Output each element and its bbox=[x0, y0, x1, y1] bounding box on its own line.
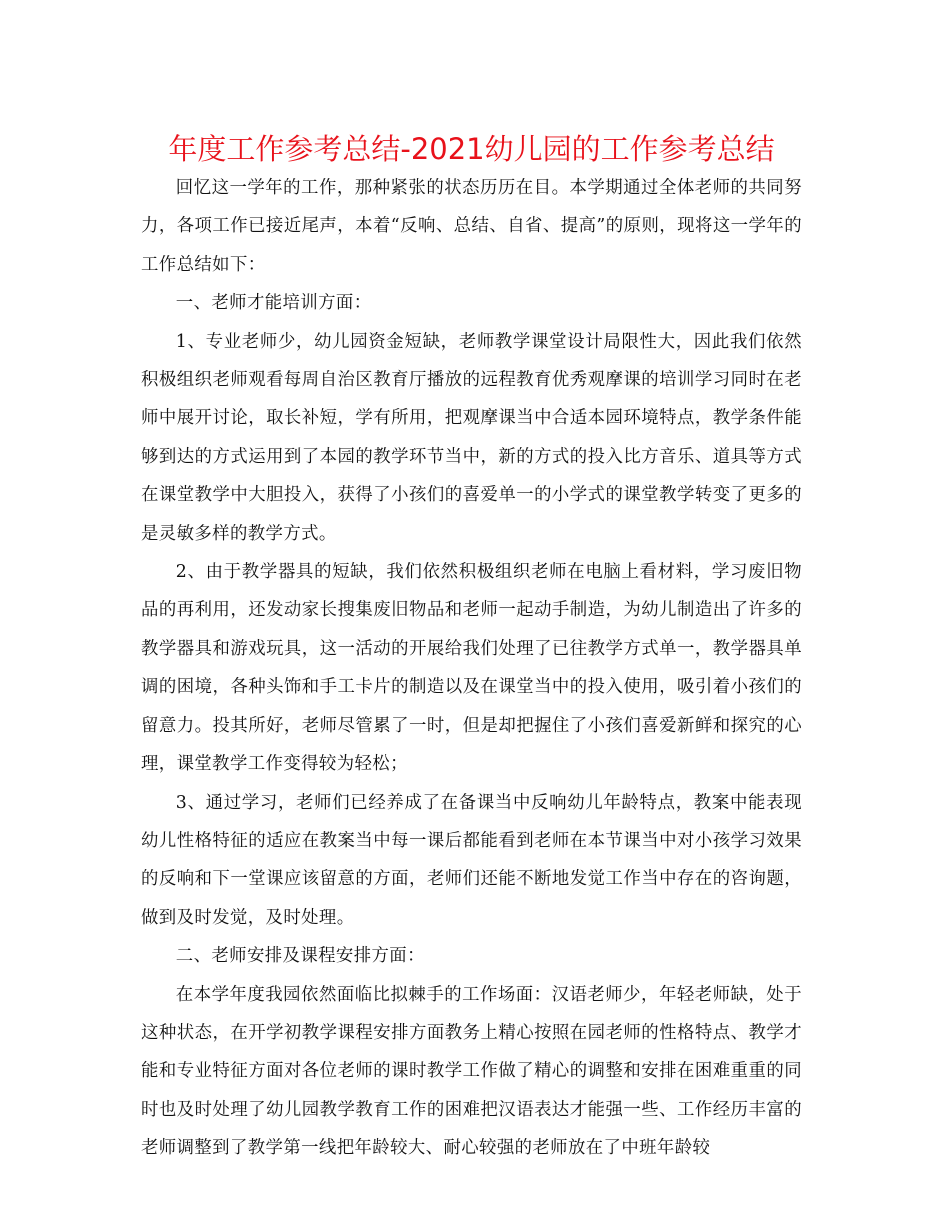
paragraph-intro: 回忆这一学年的工作，那种紧张的状态历历在目。本学期通过全体老师的共同努力，各项工作已接近尾声，本着“反响、总结、自省、提高”的原则，现将这一学年的工作总结如下： bbox=[141, 178, 802, 275]
paragraph-item-3: 3、通过学习，老师们已经养成了在备课当中反响幼儿年龄特点，教案中能表现幼儿性格特征的适应在教案当中每一课后都能看到老师在本节课当中对小孩学习效果的反响和下一堂课应该留意的方面，老师们还能不断地发觉工作当中存在的咨询题，做到及时发觉，及时处理。 bbox=[141, 792, 802, 928]
paragraph-item-1: 1、专业老师少，幼儿园资金短缺，老师教学课堂设计局限性大，因此我们依然积极组织老师观看每周自治区教育厅播放的远程教育优秀观摩课的培训学习同时在老师中展开讨论，取长补短，学有所用，把观摩课当中合适本园环境特点，教学条件能够到达的方式运用到了本园的教学环节当中，新的方式的投入比方音乐、道具等方式在课堂教学中大胆投入，获得了小孩们的喜爱单一的小学式的课堂教学转变了更多的是灵敏多样的教学方式。 bbox=[141, 331, 802, 544]
document-title: 年度工作参考总结-2021幼儿园的工作参考总结 bbox=[168, 132, 775, 166]
document-body bbox=[141, 169, 802, 1168]
section-heading-course-arrangement: 二、老师安排及课程安排方面： bbox=[175, 946, 425, 967]
paragraph-course-arrangement: 在本学年度我园依然面临比拟棘手的工作场面：汉语老师少，年轻老师缺，处于这种状态，在开学初教学课程安排方面教务上精心按照在园老师的性格特点、教学才能和专业特征方面对各位老师的课时教学工作做了精心的调整和安排在困难重重的同时也及时处理了幼儿园教学教育工作的困难把汉语表达才能强一些、工作经历丰富的老师调整到了教学第一线把年龄较大、耐心较强的老师放在了中班年龄较 bbox=[141, 984, 802, 1159]
section-heading-teacher-training: 一、老师才能培训方面： bbox=[175, 293, 372, 314]
paragraph-item-2: 2、由于教学器具的短缺，我们依然积极组织老师在电脑上看材料，学习废旧物品的再利用，还发动家长搜集废旧物品和老师一起动手制造，为幼儿制造出了许多的教学器具和游戏玩具，这一活动的开展给我们处理了已往教学方式单一，教学器具单调的困境，各种头饰和手工卡片的制造以及在课堂当中的投入使用，吸引着小孩们的留意力。投其所好，老师尽管累了一时，但是却把握住了小孩们喜爱新鲜和探究的心理，课堂教学工作变得较为轻松； bbox=[141, 562, 802, 775]
